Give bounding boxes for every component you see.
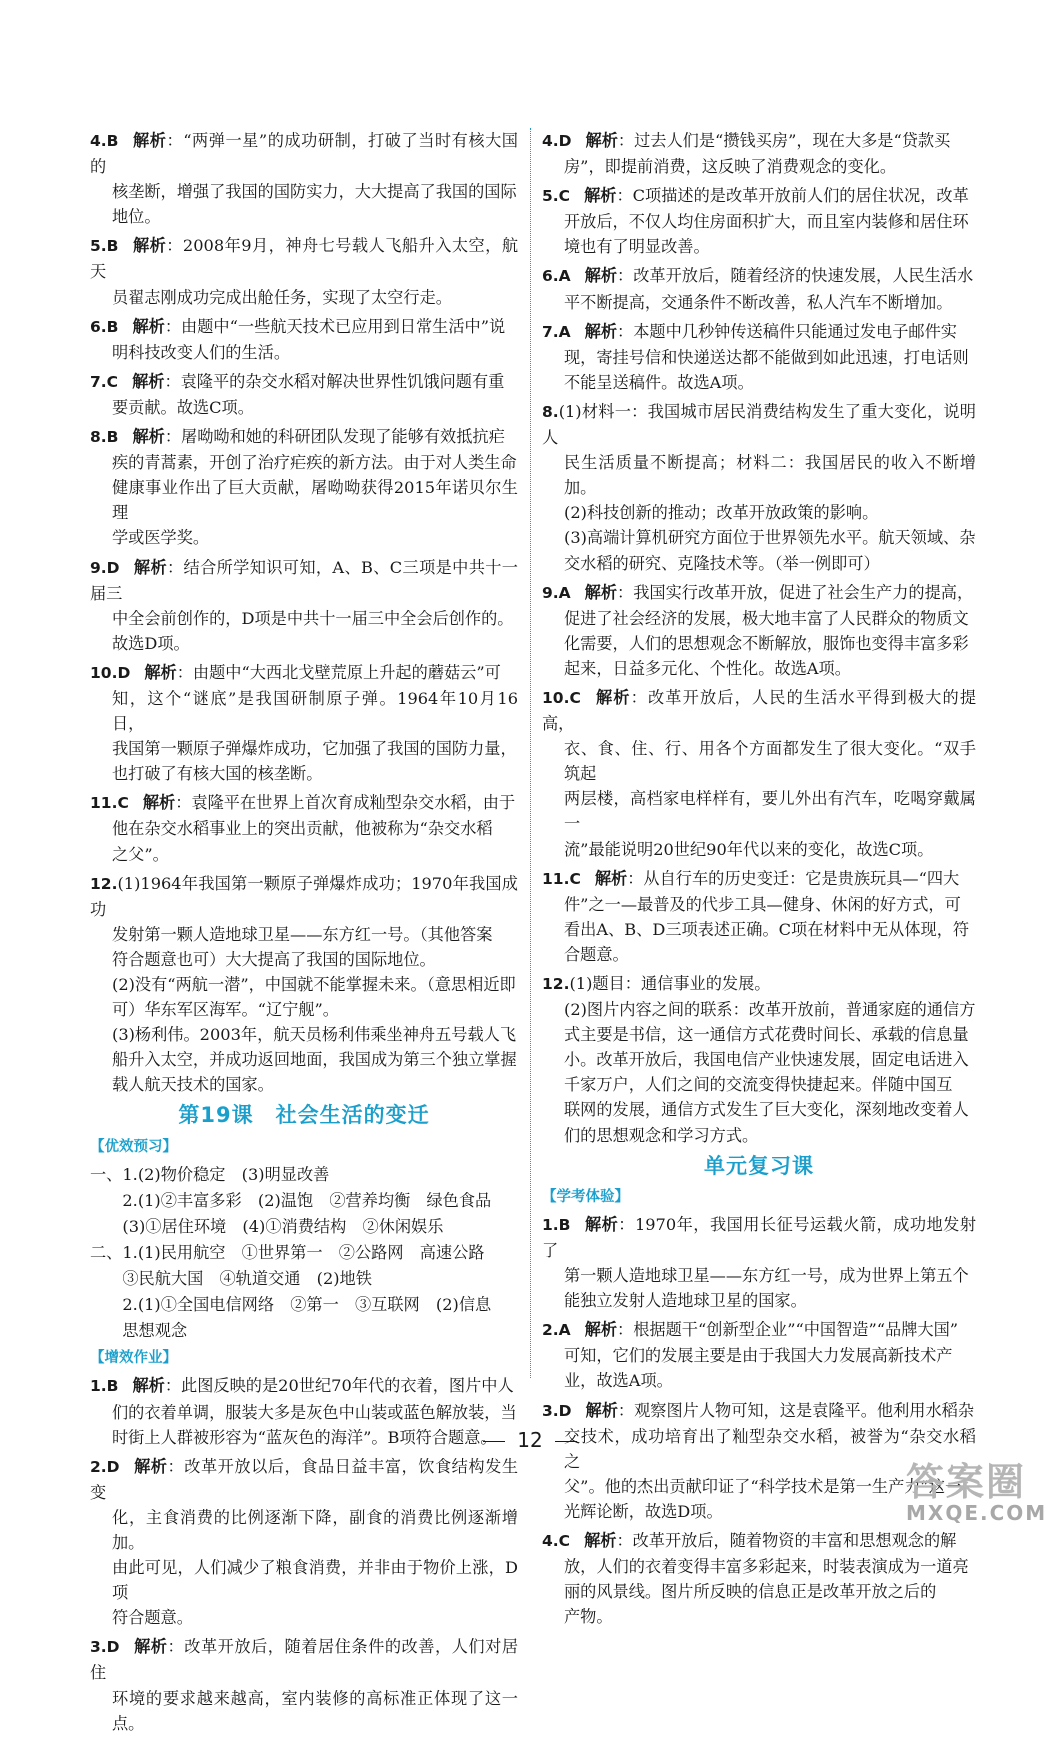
page-number [0, 1428, 1060, 1452]
answer-line [90, 790, 518, 816]
answer-line [90, 340, 518, 365]
preview-line: ③民航大国 ④轨道交通 (2)地铁 [90, 1269, 372, 1289]
answer-line [90, 1400, 518, 1425]
answer-line [542, 399, 976, 450]
watermark-logo: 答案圈 [906, 1460, 1027, 1504]
answer-text: 件”之一—最普及的代步工具—健身、休闲的好方式，可 [564, 894, 961, 914]
answer-line [542, 1288, 976, 1313]
answer-line [90, 1047, 518, 1072]
preview-line: (3)①居住环境 (4)①消费结构 ②休闲娱乐 [90, 1216, 444, 1236]
analysis-keyword: 解析 [584, 186, 617, 206]
answer-line [542, 525, 976, 550]
answer-text: 式主要是书信，这一通信方式花费时间长、承载的信息量 [564, 1025, 969, 1045]
analysis-keyword: 解析 [584, 266, 618, 286]
answer-line [542, 345, 976, 370]
answer-text: ：改革开放以后，食品日益丰富，饮食结构发生变 [90, 1456, 519, 1502]
preview-line: 二、1.(1)民用航空 ①世界第一 ②公路网 高速公路 [90, 1242, 485, 1262]
answer-line [90, 871, 518, 922]
preview-line: 2.(1)②丰富多彩 (2)温饱 ②营养均衡 绿色食品 [90, 1190, 492, 1210]
analysis-keyword: 解析 [584, 1320, 618, 1340]
answer-text: 由此可见，人们减少了粮食消费，并非由于物价上涨，D项 [112, 1558, 518, 1603]
answer-line [90, 1022, 518, 1047]
answer-entry [542, 183, 976, 259]
answer-line [542, 1047, 976, 1072]
answer-text: ：袁隆平在世界上首次育成籼型杂交水稻，由于 [175, 793, 516, 813]
answer-line [90, 369, 518, 395]
answer-text: ：由题中“一些航天技术已应用到日常生活中”说 [164, 316, 506, 336]
page-dash-right [555, 1441, 577, 1442]
answer-line [90, 450, 518, 475]
answer-text: 时街上人群被形容为“蓝灰色的海洋”。B项符合题意。 [112, 1427, 497, 1447]
answer-text: 流”最能说明20世纪90年代以来的变化，故选C项。 [564, 839, 934, 859]
preview-line: 一、1.(2)物价稳定 (3)明显改善 [90, 1164, 330, 1184]
answer-line [542, 1398, 976, 1424]
question-number: 7.A [542, 322, 571, 341]
answer-text: 核垄断，增强了我国的国防实力，大大提高了我国的国际 [112, 182, 517, 202]
answer-text: 船升入太空，并成功返回地面，我国成为第三个独立掌握 [112, 1050, 517, 1070]
preview-line: 2.(1)①全国电信网络 ②第一 ③互联网 (2)信息 [90, 1295, 492, 1315]
answer-text: 现，寄挂号信和快递送达都不能做到如此迅速，打电话则 [564, 347, 969, 367]
answer-line [542, 551, 976, 576]
answer-line [90, 179, 518, 204]
answer-text: 发射第一颗人造地球卫星——东方红一号。（其他答案 [112, 924, 493, 944]
answer-entry [90, 871, 518, 1098]
analysis-keyword: 解析 [585, 131, 618, 150]
analysis-keyword: 解析 [594, 687, 631, 707]
question-number: 12. [542, 975, 570, 993]
answer-line [90, 1634, 518, 1685]
question-number: 6.A [542, 267, 571, 286]
answer-text: ：我国实行改革开放，促进了社会生产力的提高， [617, 582, 974, 602]
answer-line [90, 997, 518, 1022]
answer-line [542, 685, 976, 736]
answer-text: 故选D项。 [112, 633, 190, 653]
answer-text: ：1970年，我国用长征号运载火箭，成功地发射了 [542, 1214, 977, 1260]
answer-text: 衣、食、住、行、用各个方面都发生了很大变化。“双手筑起 [564, 739, 976, 784]
answer-line [542, 656, 976, 681]
question-number: 7.C [90, 372, 119, 391]
answer-line [542, 837, 976, 862]
answer-line [90, 424, 518, 450]
lesson-number: 第19课 [178, 1103, 254, 1128]
answer-line [90, 395, 518, 420]
answer-line [542, 370, 976, 395]
answer-text: (2)科技创新的推动；改革开放政策的影响。 [564, 503, 879, 523]
answer-text: ：屠呦呦和她的科研团队发现了能够有效抵抗疟 [164, 427, 505, 447]
question-number: 9.A [542, 583, 571, 602]
answer-line [90, 736, 518, 761]
answer-line [542, 631, 976, 656]
answer-line [542, 1554, 976, 1579]
analysis-keyword: 解析 [584, 321, 618, 341]
answer-line [542, 1072, 976, 1097]
answer-line [542, 971, 976, 997]
answer-entry [542, 580, 976, 681]
answer-text: 要贡献。故选C项。 [112, 397, 254, 417]
answer-text: 健康事业作出了巨大贡献，屠呦呦获得2015年诺贝尔生理 [112, 478, 518, 523]
answer-line [90, 1605, 518, 1630]
answer-text: 交水稻的研究、克隆技术等。（举一例即可） [564, 553, 880, 573]
question-number: 2.D [90, 1457, 120, 1476]
answer-line [542, 209, 976, 234]
answer-text: ：改革开放后，随着经济的快速发展，人民生活水 [617, 266, 974, 286]
answer-line [542, 290, 976, 315]
analysis-keyword: 解析 [584, 1530, 617, 1550]
answer-entry [542, 263, 976, 314]
answer-text: 符合题意也可）大大提高了我国的国际地位。 [112, 949, 436, 969]
answer-entry [90, 128, 518, 229]
lesson-title [90, 1103, 518, 1128]
answer-line [542, 942, 976, 967]
answer-line [542, 917, 976, 942]
answer-entry [90, 314, 518, 365]
answer-entry [90, 555, 518, 656]
answer-text: 促进了社会经济的发展，极大地丰富了人民群众的物质文 [564, 608, 969, 628]
answer-line [90, 686, 518, 736]
answer-text: ：改革开放后，随着物资的丰富和思想观念的解 [616, 1530, 957, 1550]
answer-entry [542, 319, 976, 395]
answer-line [542, 1123, 976, 1148]
answer-text: 化，主食消费的比例逐渐下降，副食的消费比例逐渐增加。 [112, 1507, 518, 1552]
answer-text: 化需要，人们的思想观念不断解放，服饰也变得丰富多彩 [564, 633, 969, 653]
answer-entry [542, 1528, 976, 1629]
answer-text: ：袁隆平的杂交水稻对解决世界性饥饿问题有重 [164, 371, 505, 391]
analysis-keyword: 解析 [132, 371, 165, 391]
question-number: 11.C [90, 794, 129, 813]
unit-review-title: 单元复习课 [704, 1153, 814, 1178]
analysis-keyword: 解析 [594, 868, 628, 888]
question-number: 4.D [542, 132, 572, 150]
answer-line [542, 1528, 976, 1554]
preview-line: 思想观念 [90, 1321, 188, 1341]
answer-text: (3)杨利伟。2003年，航天员杨利伟乘坐神舟五号载人飞 [112, 1025, 517, 1045]
answer-line [542, 736, 976, 786]
answer-line [90, 660, 518, 686]
answer-text: 们的衣着单调，服装大多是灰色中山装或蓝色解放装，当 [112, 1402, 517, 1422]
question-number: 12. [90, 874, 118, 893]
answer-line [542, 128, 976, 154]
answer-line [90, 1555, 518, 1605]
answer-entry [542, 1317, 976, 1393]
answer-text: ：2008年9月，神舟七号载人飞船升入太空，航天 [90, 236, 519, 282]
section-tag-homework: 【增效作业】 [90, 1350, 177, 1367]
question-number: 2.A [542, 1321, 571, 1340]
left-column [90, 128, 518, 1740]
answer-text: 民生活质量不断提高；材料二：我国居民的收入不断增加。 [564, 453, 976, 498]
answer-text: (1)材料一：我国城市居民消费结构发生了重大变化，说明人 [542, 401, 976, 448]
answer-text: 丽的风景线。图片所反映的信息正是改革开放之后的 [564, 1582, 937, 1602]
analysis-keyword: 解析 [133, 1637, 168, 1657]
answer-line [90, 1373, 518, 1399]
answer-text: ：本题中几秒钟传送稿件只能通过发电子邮件实 [617, 321, 957, 341]
analysis-keyword: 解析 [132, 427, 165, 447]
answer-text: 中全会前创作的，D项是中共十一届三中全会后创作的。 [112, 608, 514, 628]
answer-text: 业，故选A项。 [564, 1371, 673, 1391]
answer-entry [542, 685, 976, 862]
answer-text: 两层楼，高档家电样样有，要儿外出有汽车，吃喝穿戴属一 [564, 789, 976, 834]
answer-line [90, 1505, 518, 1555]
analysis-keyword: 解析 [132, 236, 167, 256]
answer-text: 起来，日益多元化、个性化。故选A项。 [564, 658, 851, 678]
answer-text: 房”，即提前消费，这反映了消费观念的变化。 [564, 157, 897, 177]
answer-line [542, 786, 976, 836]
answer-line [542, 892, 976, 917]
answer-text: 境也有了明显改善。 [564, 237, 710, 257]
question-number: 3.D [542, 1401, 572, 1420]
question-number: 10.D [90, 663, 131, 682]
answer-line [542, 580, 976, 606]
answer-text: 我国第一颗原子弹爆炸成功，它加强了我国的国防力量， [112, 739, 517, 759]
answer-text: 千家万户，人们之间的交流变得快捷起来。伴随中国互 [564, 1075, 953, 1095]
analysis-keyword: 解析 [132, 1376, 165, 1396]
answer-line [542, 866, 976, 892]
section-tag-exam: 【学考体验】 [542, 1188, 629, 1205]
answer-line [542, 183, 976, 209]
question-number: 5.B [90, 237, 119, 256]
answer-text: 知，这个“谜底”是我国研制原子弹。1964年10月16日， [112, 688, 518, 734]
analysis-keyword: 解析 [584, 1214, 619, 1234]
answer-line [542, 1368, 976, 1393]
answer-line [90, 525, 518, 550]
answer-text: ：从自行车的历史变迁：它是贵族玩具—“四大 [627, 868, 960, 888]
analysis-keyword: 解析 [142, 793, 176, 813]
answer-line [542, 450, 976, 500]
answer-line [90, 204, 518, 229]
answer-line [542, 1604, 976, 1629]
analysis-keyword: 解析 [132, 131, 167, 150]
answer-line [90, 1686, 518, 1736]
answer-line [90, 606, 518, 631]
answer-line [542, 1022, 976, 1047]
question-number: 3.D [90, 1638, 120, 1657]
question-number: 5.C [542, 187, 571, 206]
answer-line [542, 1097, 976, 1122]
answer-line [542, 1579, 976, 1604]
answer-text: 员翟志刚成功完成出舱任务，实现了太空行走。 [112, 287, 452, 307]
answer-line [542, 500, 976, 525]
answer-text: (1)题目：通信事业的发展。 [569, 974, 771, 993]
answer-text: 学或医学奖。 [112, 528, 210, 548]
answer-line [90, 314, 518, 340]
answer-text: 他在杂交水稻事业上的突出贡献，他被称为“杂交水稻 [112, 819, 493, 839]
answer-line [90, 947, 518, 972]
analysis-keyword: 解析 [133, 557, 167, 577]
answer-line [90, 631, 518, 656]
answer-line [90, 128, 518, 179]
answer-text: 交技术，成功培育出了籼型杂交水稻，被誉为“杂交水稻之 [564, 1426, 976, 1471]
answer-text: 之父”。 [112, 844, 169, 864]
answer-text: 小。改革开放后，我国电信产业快速发展，固定电话进入 [564, 1050, 969, 1070]
answer-text: ：此图反映的是20世纪70年代的衣着，图片中人 [164, 1376, 514, 1396]
page-dash-left [483, 1441, 505, 1442]
analysis-keyword: 解析 [133, 1456, 168, 1476]
answer-entry [90, 1454, 518, 1631]
answer-line [90, 816, 518, 841]
question-number: 8.B [90, 428, 119, 447]
answer-line [90, 555, 518, 606]
answer-text: (1)1964年我国第一颗原子弹爆炸成功；1970年我国成功 [90, 873, 518, 919]
answer-entry [90, 369, 518, 420]
answer-line [542, 319, 976, 345]
answer-text: 平不断提高，交通条件不断改善，私人汽车不断增加。 [564, 292, 953, 312]
answer-entry [542, 399, 976, 576]
answer-line [542, 1212, 976, 1263]
question-number: 1.B [542, 1215, 571, 1234]
answer-text: ：根据题干“创新型企业”“中国智造”“品牌大国” [617, 1320, 959, 1340]
answer-text: 符合题意。 [112, 1608, 193, 1628]
answer-line [90, 475, 518, 525]
answer-line [90, 285, 518, 310]
answer-line [90, 922, 518, 947]
question-number: 9.D [90, 558, 120, 577]
answer-text: 环境的要求越来越高，室内装修的高标准正体现了这一点。 [112, 1688, 518, 1733]
section-tag-preview: 【优效预习】 [90, 1138, 177, 1155]
answer-text: (2)没有“两航一潜”，中国就不能掌握未来。（意思相近即 [112, 975, 516, 994]
analysis-keyword: 解析 [132, 316, 165, 336]
answer-text: ：观察图片人物可知，这是袁隆平。他利用水稻杂 [617, 1400, 975, 1420]
answer-text: 们的思想观念和学习方式。 [564, 1125, 759, 1145]
answer-text: 疾的青蒿素，开创了治疗疟疾的新方法。由于对人类生命 [112, 453, 517, 473]
question-number: 8. [542, 402, 559, 421]
answer-entry [90, 660, 518, 786]
answer-line [542, 1263, 976, 1288]
answer-line [90, 842, 518, 867]
question-number: 1.B [90, 1377, 119, 1396]
answer-text: 联网的发展，通信方式发生了巨大变化，深刻地改变着人 [564, 1100, 969, 1120]
question-number: 4.C [542, 1531, 571, 1550]
answer-entry [90, 790, 518, 866]
answer-text: 合题意。 [564, 944, 629, 964]
answer-text: ：改革开放后，人民的生活水平得到极大的提高， [542, 687, 977, 734]
answer-entry [90, 233, 518, 309]
answer-entry [542, 971, 976, 1148]
answer-text: 父”。他的杰出贡献印证了“科学技术是第一生产力”这一 [564, 1476, 962, 1496]
answer-line [542, 234, 976, 259]
answer-text: 可）华东军区海军。“辽宁舰”。 [112, 1000, 339, 1020]
answer-text: ：结合所学知识可知，A、B、C三项是中共十一届三 [90, 557, 518, 603]
lesson-name: 社会生活的变迁 [275, 1103, 430, 1128]
analysis-keyword: 解析 [584, 582, 618, 602]
answer-line [542, 154, 976, 179]
answer-text: (3)高端计算机研究方面位于世界领先水平。航天领域、杂 [564, 528, 976, 548]
answer-text: 放，人们的衣着变得丰富多彩起来，时装表演成为一道亮 [564, 1557, 969, 1577]
answer-entry [90, 424, 518, 550]
answer-text: 不能呈送稿件。故选A项。 [564, 372, 754, 392]
analysis-keyword: 解析 [585, 1400, 618, 1420]
watermark [906, 1462, 1046, 1528]
answer-entry [542, 128, 976, 179]
answer-text: 产物。 [564, 1607, 613, 1627]
answer-line [90, 761, 518, 786]
answer-text: 地位。 [112, 207, 161, 227]
answer-line [542, 997, 976, 1022]
page-number-text: 12 [517, 1428, 543, 1452]
answer-text: ：过去人们是“攒钱买房”，现在大多是“贷款买 [617, 131, 951, 150]
question-number: 11.C [542, 869, 581, 888]
answer-text: ：由题中“大西北戈壁荒原上升起的蘑菇云”可 [176, 662, 501, 682]
answer-text: ：C项描述的是改革开放前人们的居住状况，改革 [616, 186, 969, 206]
answer-entry [542, 866, 976, 967]
question-number: 10.C [542, 688, 581, 707]
answer-line [542, 606, 976, 631]
answer-text: 可知，它们的发展主要是由于我国大力发展高新技术产 [564, 1346, 953, 1366]
analysis-keyword: 解析 [144, 662, 177, 682]
answer-line [542, 263, 976, 289]
answer-line [90, 233, 518, 284]
answer-entry [90, 1634, 518, 1735]
answer-line [542, 1317, 976, 1343]
answer-text: 开放后，不仅人均住房面积扩大，而且室内装修和居住环 [564, 212, 969, 232]
answer-text: 也打破了有核大国的核垄断。 [112, 764, 323, 784]
answer-text: 明科技改变人们的生活。 [112, 342, 291, 362]
answer-entry [542, 1212, 976, 1313]
answer-line [90, 1072, 518, 1097]
right-column [542, 128, 976, 1633]
question-number: 4.B [90, 132, 119, 150]
answer-text: 载人航天技术的国家。 [112, 1075, 274, 1095]
answer-text: 第一颗人造地球卫星——东方红一号，成为世界上第五个 [564, 1266, 969, 1286]
column-divider [530, 128, 531, 1378]
answer-line [90, 972, 518, 997]
answer-text: 光辉论断，故选D项。 [564, 1501, 723, 1521]
answer-text: ：改革开放后，随着居住条件的改善，人们对居住 [90, 1637, 519, 1683]
question-number: 6.B [90, 317, 119, 336]
watermark-url: MXQE.COM [906, 1501, 1048, 1525]
answer-text: 看出A、B、D三项表述正确。C项在材料中无从体现，符 [564, 919, 970, 939]
answer-text: ：“两弹一星”的成功研制，打破了当时有核大国的 [90, 131, 518, 177]
answer-line [90, 1454, 518, 1505]
answer-line [542, 1343, 976, 1368]
answer-text: 能独立发射人造地球卫星的国家。 [564, 1291, 807, 1311]
answer-text: (2)图片内容之间的联系：改革开放前，普通家庭的通信方 [564, 1000, 976, 1020]
